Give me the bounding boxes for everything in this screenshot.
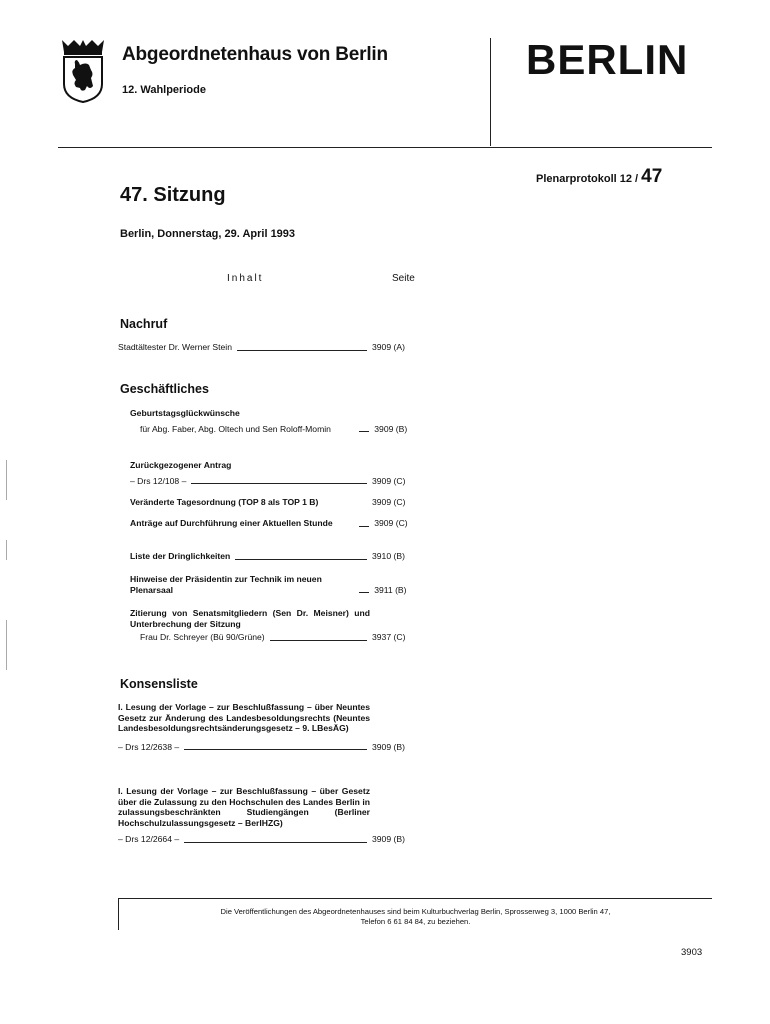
section-title-konsensliste: Konsensliste [120,677,198,691]
toc-konsens-item-2 [118,786,420,845]
toc-entry-text: – Drs 12/2638 – [118,741,180,752]
toc-entry-text: – Drs 12/108 – [130,475,187,486]
page-number: 3903 [681,947,703,958]
toc-entry-text: Veränderte Tagesordnung (TOP 8 als TOP 1 B) [130,497,319,507]
scan-margin-mark [6,620,7,670]
toc-row [118,342,420,353]
toc-row [118,834,420,845]
toc-entry-page: 3911 (B) [374,584,407,595]
toc-row [118,424,420,435]
toc-birthday [118,408,420,434]
city-title: BERLIN [526,36,689,83]
toc-entry-text: Liste der Dringlichkeiten [130,551,231,561]
toc-dringlich [118,551,420,562]
toc-row [118,632,420,643]
leader-line [184,749,367,750]
toc-zitierung [118,608,420,643]
toc-row [118,742,420,753]
page-column-heading: Seite [392,273,415,284]
toc-entry-page: 3909 (A) [372,342,405,352]
session-title: 47. Sitzung [120,184,226,206]
parliament-name: Abgeordnetenhaus von Berlin [122,44,388,65]
toc-heading: I. Lesung der Vorlage – zur Beschlußfassung – über Gesetz über die Zulassung zu den Hochschulen des Landes Berlin in zulassungsbeschränkten Studiengängen (Berliner Hochschulzulassungsgesetz – BerlHZG) [118,786,370,828]
toc-entry-page: 3909 (C) [372,475,406,486]
toc-entry-text: Frau Dr. Schreyer (Bü 90/Grüne) [140,632,265,642]
toc-agenda [118,497,420,508]
contents-heading: Inhalt [227,273,264,284]
electoral-period: 12. Wahlperiode [122,84,206,96]
toc-heading: Zitierung von Senatsmitgliedern (Sen Dr. Meisner) und Unterbrechung der Sitzung [130,608,370,629]
toc-withdrawn [118,460,420,486]
scan-margin-mark [6,540,7,560]
publisher-notice-line-1: Die Veröffentlichungen des Abgeordnetenhauses sind beim Kulturbuchverlag Berlin, Sprosserweg 3, 1000 Berlin 47, [220,907,611,916]
toc-row [118,497,420,508]
leader-line [237,350,367,351]
toc-entry-text: Anträge auf Durchführung einer Aktuellen Stunde [130,518,333,528]
leader-line [359,526,369,527]
toc-entry-page: 3910 (B) [372,551,405,561]
publisher-notice-line-2: Telefon 6 61 84 84, zu beziehen. [360,917,471,926]
toc-entry-page: 3909 (B) [372,834,405,844]
leader-line [270,640,367,641]
leader-line [184,842,367,843]
toc-konsens-item-1 [118,702,420,752]
toc-entry-text: für Abg. Faber, Abg. Oltech und Sen Roloff-Momin [140,423,331,434]
toc-row [118,476,420,487]
toc-entry-page: 3909 (B) [372,741,405,752]
toc-heading: Zurückgezogener Antrag [130,460,232,470]
scan-margin-mark [6,460,7,500]
toc-entry-text: Hinweise der Präsidentin zur Technik im neuen Plenarsaal [130,574,322,595]
session-date: Berlin, Donnerstag, 29. April 1993 [120,228,296,240]
toc-entry-page: 3937 (C) [372,632,406,642]
berlin-bear-crest-icon [60,38,106,104]
leader-line [235,559,367,560]
toc-heading: I. Lesung der Vorlage – zur Beschlußfassung – über Neuntes Gesetz zur Änderung des Landesbesoldungsrechts (Neuntes Landesbesoldungsrechtsänderungsgesetz – 9. LBesÄG) [118,702,370,733]
leader-line [359,431,369,432]
toc-row [118,574,420,595]
toc-heading: Geburtstagsglückwünsche [130,408,240,418]
toc-entry-text: – Drs 12/2664 – [118,834,180,844]
header-rule [116,147,712,148]
header-divider-vertical [490,38,491,146]
leader-line [191,483,367,484]
toc-row [118,551,420,562]
toc-aktuelle [118,518,420,529]
leader-line [359,592,369,593]
publisher-notice [118,898,712,930]
toc-nachruf [118,342,420,353]
section-title-geschaeftliches: Geschäftliches [120,382,209,396]
toc-row [118,518,420,529]
protocol-label: Plenarprotokoll 12 / [536,173,642,185]
toc-entry-page: 3909 (B) [374,423,408,434]
header-rule-left [58,147,116,148]
protocol-number: 47 [641,166,663,187]
toc-hinweise [118,574,420,595]
toc-entry-page: 3909 (C) [372,497,406,507]
section-title-nachruf: Nachruf [120,317,168,331]
toc-entry-text: Stadtältester Dr. Werner Stein [118,342,232,352]
protocol-reference [536,166,662,188]
toc-entry-page: 3909 (C) [374,518,408,528]
